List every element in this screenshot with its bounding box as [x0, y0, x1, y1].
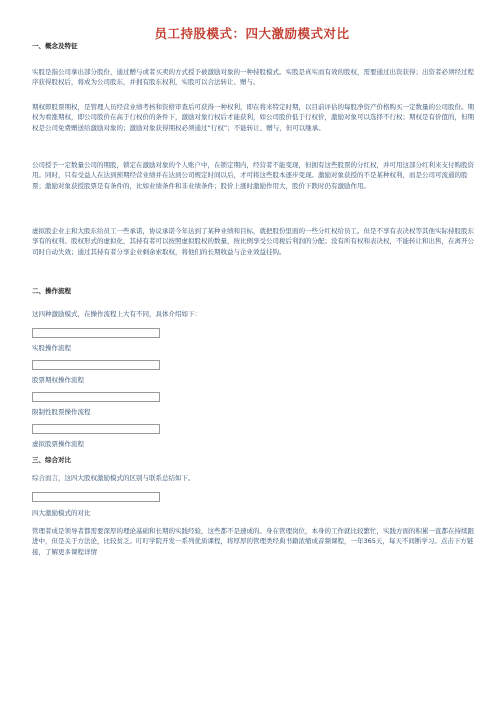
paragraph-options: 期权即股票期权，是管理人员经营业绩考核和资格审查后可获得一种权利，即在将来特定时期，以目前评估的每股净资产价格购买一定数量的公司股份。期权为看涨期权，即公司股价在高于行权价的条件下，激励对象行权后才能获利，如公司股价低于行权价，激励对象可以选择不行权；期权是有价值的，但期权是公司免费赠送给激励对象的；激励对象获得期权必须通过“行权”；不能转让、赠与，但可以继承。 [32, 103, 474, 132]
image-placeholder [32, 424, 160, 434]
image-placeholder [32, 328, 160, 338]
section-heading-comparison: 三、综合对比 [32, 456, 71, 464]
section-heading-process: 二、操作流程 [32, 287, 71, 295]
paragraph-real-shares: 实股是指公司拿出部分股份，通过赠与或者买卖的方式授予被激励对象的一种持股模式。实股是真实而有效的股权，需要通过出资获得；出资者必须经过程序获得股权后，将成为公司股东，并拥有股东权利，实股可以合法转让、赠与。 [32, 68, 474, 87]
image-placeholder [32, 392, 160, 402]
paragraph-comparison-intro: 综合而言，这四大股权激励模式的区别与联系总结如下。 [32, 474, 195, 482]
flow-label-options: 股票期权操作流程 [32, 376, 84, 384]
image-placeholder [32, 360, 160, 370]
flow-label-real-shares: 实股操作流程 [32, 344, 71, 352]
comparison-caption: 四大激励模式的对比 [32, 509, 91, 517]
section-heading-concept: 一、概念及特征 [32, 42, 78, 50]
paragraph-restricted-stock: 公司授予一定数量公司的期股，锁定在激励对象的个人账户中，在锁定期内，经营者不能变现，但拥有这些股票的分红权，并可用这部分红利来支付购股资用。同时，只有受益人在达到预期经营业绩并在达到公司规定时间以后，才可将这些股本逐步变现。激励对象获授的不是某种权利，而是公司可流通的股票；激励对象获授股票是有条件的，比如业绩条件和非业绩条件；股价上涨时激励作用大，股价下跌时仍有激励作用。 [32, 161, 474, 190]
page-title: 员工持股模式：四大激励模式对比 [154, 26, 350, 41]
paragraph-course-promo: 管理者成是领导者都需要深厚的理论基础和长期的实践经验，这些都不是速成的。身在管理岗位，本身的工作就比较繁忙，实践方面的积累一直都在持续跟进中，但是关于方法论，比较贫乏。叮叮学院开发一系列优质课程，将厚厚的管理类经典书籍浓缩成音频课程，一年365天，每天不间断学习。点击下方链接，了解更多课程详情 [32, 527, 474, 556]
flow-label-restricted: 限制性股票操作流程 [32, 408, 91, 416]
paragraph-process-intro: 这四种激励模式，在操作流程上大有不同，具体介绍如下： [32, 310, 201, 318]
flow-label-virtual: 虚拟股票操作流程 [32, 440, 84, 448]
image-placeholder [32, 492, 160, 502]
paragraph-virtual-shares: 虚拟股企业主和大股东给员工一些承诺，协议承诺今年达到了某种业绩和目标，就把股份里面的一些分红权给员工。但是不享有表决权等其他实际持股股东享有的权利。股权形式的虚拟化，其持有者可以按照虚拟股权的数量，按比例享受公司税后利润的分配；没有所有权和表决权，不能转让和出售，在离开公司时自动失效；通过其持有者分享企业剩余索取权，将他们的长期收益与企业效益挂钩。 [32, 227, 474, 256]
